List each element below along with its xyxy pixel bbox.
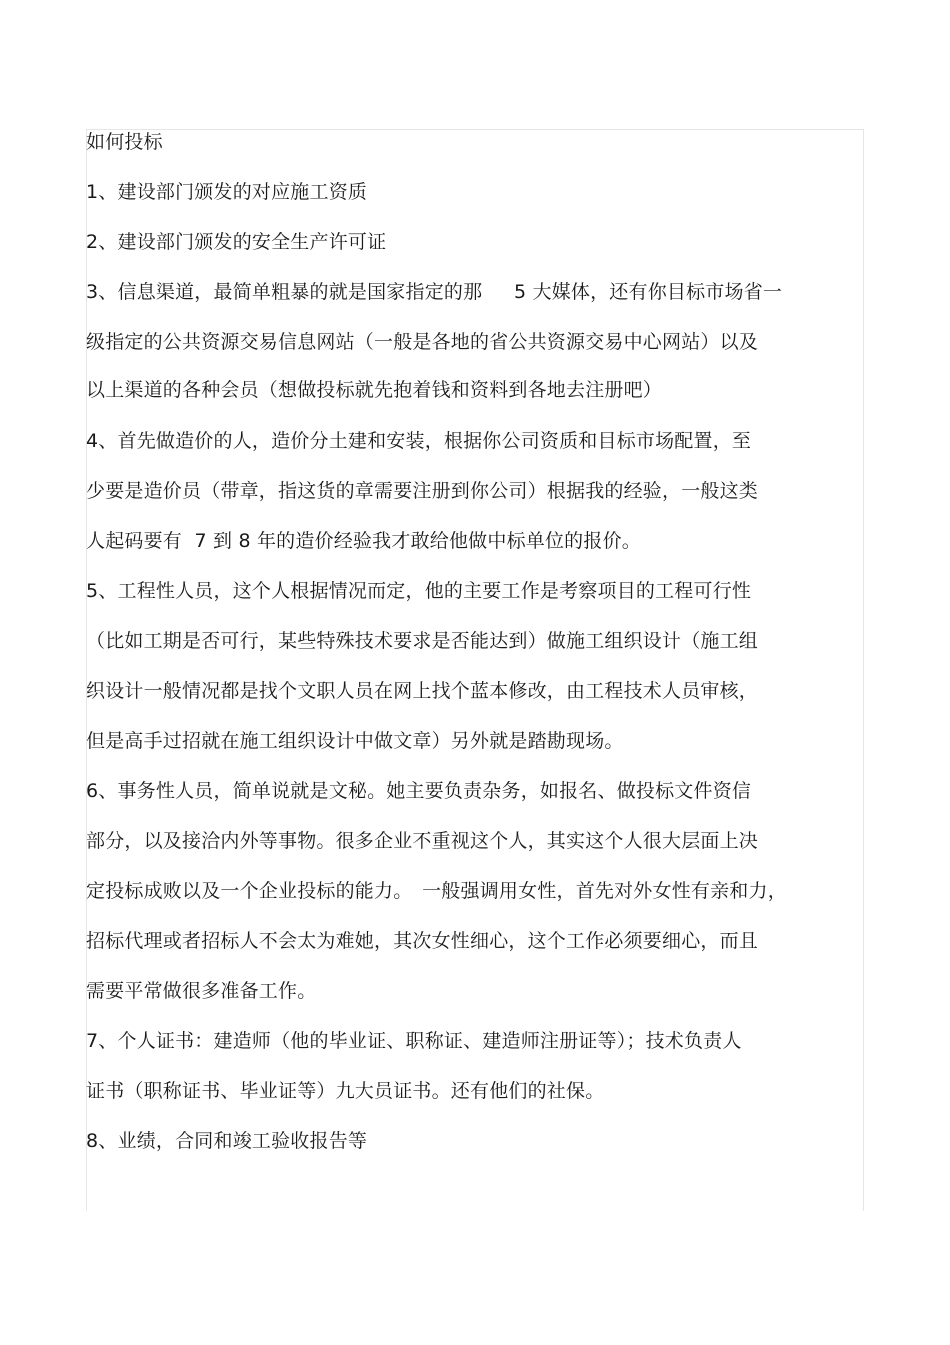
document-line: 8、业绩，合同和竣工验收报告等 <box>86 1130 368 1152</box>
document-line: 级指定的公共资源交易信息网站（一般是各地的省公共资源交易中心网站）以及 <box>86 331 759 353</box>
document-line: 少要是造价员（带章，指这货的章需要注册到你公司）根据我的经验，一般这类 <box>86 480 759 502</box>
document-line: 定投标成败以及一个企业投标的能力。 一般强调用女性，首先对外女性有亲和力， <box>86 880 787 902</box>
document-line: 3、信息渠道，最简单粗暴的就是国家指定的那 5 大媒体，还有你目标市场省一 <box>86 281 783 303</box>
document-title: 如何投标 <box>86 131 163 153</box>
document-line: 7、个人证书：建造师（他的毕业证、职称证、建造师注册证等）；技术负责人 <box>86 1030 742 1052</box>
document-line: 需要平常做很多准备工作。 <box>86 980 317 1002</box>
document-line: 人起码要有 7 到 8 年的造价经验我才敢给他做中标单位的报价。 <box>86 530 641 552</box>
document-line: 2、建设部门颁发的安全生产许可证 <box>86 231 387 253</box>
document-line: 但是高手过招就在施工组织设计中做文章）另外就是踏勘现场。 <box>86 730 624 752</box>
document-line: 织设计一般情况都是找个文职人员在网上找个蓝本修改，由工程技术人员审核， <box>86 680 759 702</box>
document-line: 6、事务性人员，简单说就是文秘。她主要负责杂务，如报名、做投标文件资信 <box>86 780 752 802</box>
document-line: 部分，以及接洽内外等事物。很多企业不重视这个人，其实这个人很大层面上决 <box>86 830 759 852</box>
document-line: 证书（职称证书、毕业证等）九大员证书。还有他们的社保。 <box>86 1080 605 1102</box>
document-line: （比如工期是否可行，某些特殊技术要求是否能达到）做施工组织设计（施工组 <box>86 630 759 652</box>
document-line: 4、首先做造价的人，造价分土建和安装，根据你公司资质和目标市场配置，至 <box>86 430 752 452</box>
document-line: 5、工程性人员，这个人根据情况而定，他的主要工作是考察项目的工程可行性 <box>86 580 752 602</box>
document-line: 1、建设部门颁发的对应施工资质 <box>86 181 368 203</box>
document-line: 招标代理或者招标人不会太为难她，其次女性细心，这个工作必须要细心，而且 <box>86 930 759 952</box>
document-line: 以上渠道的各种会员（想做投标就先抱着钱和资料到各地去注册吧） <box>86 379 663 401</box>
